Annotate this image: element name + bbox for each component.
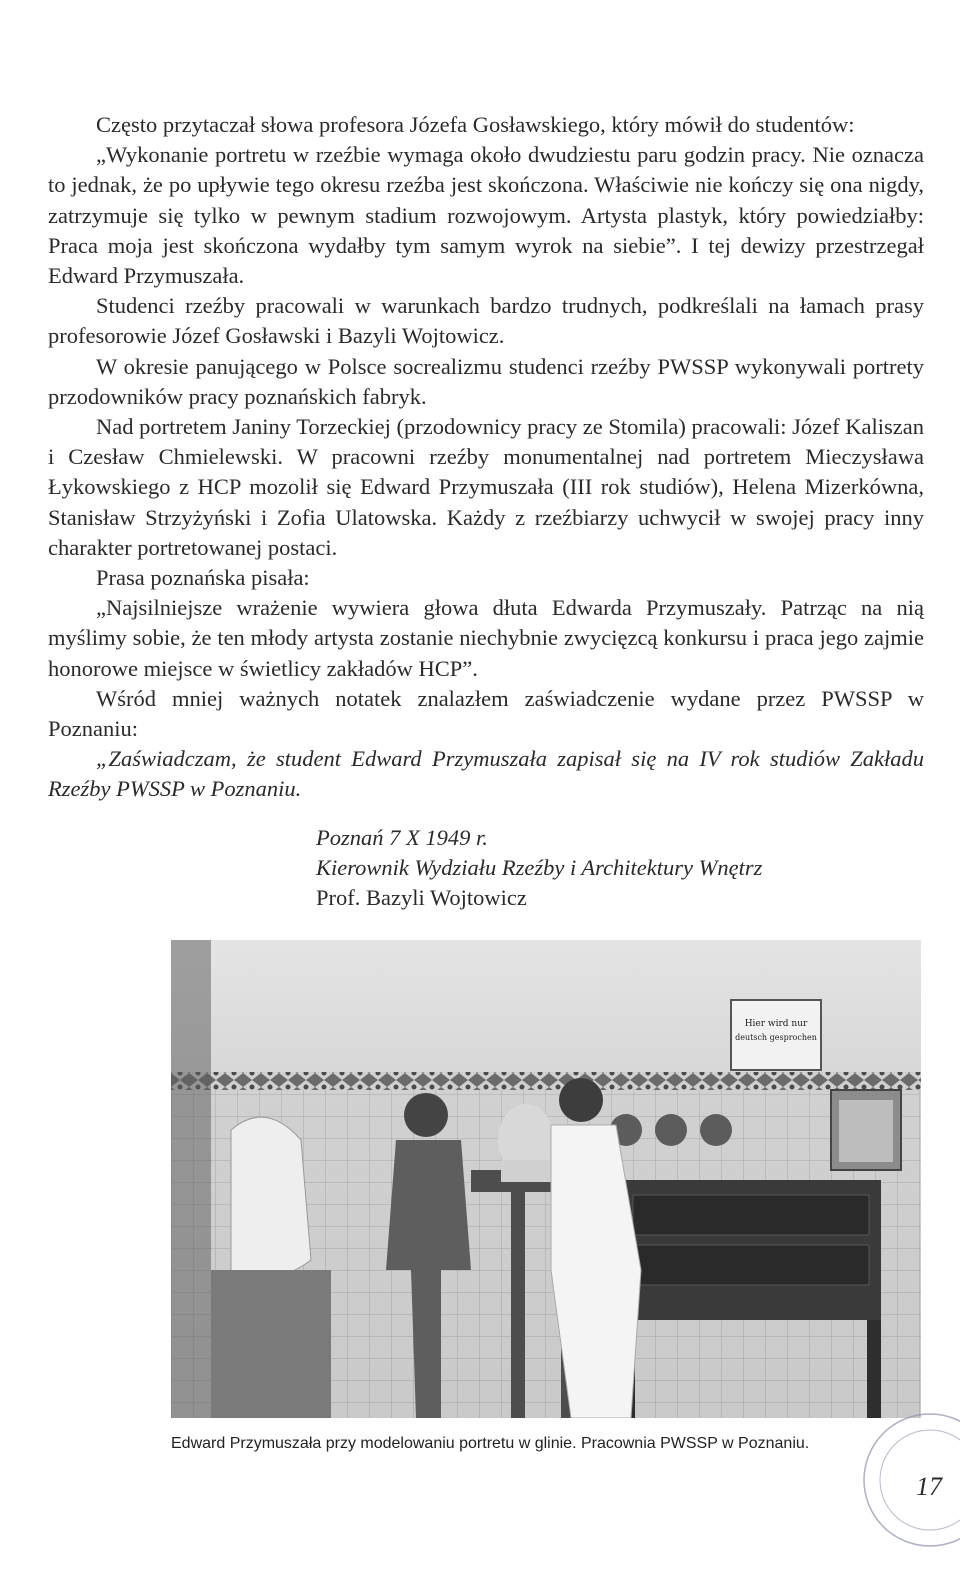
paragraph-6: Prasa poznańska pisała: xyxy=(96,565,310,591)
wall-sign-line2: deutsch gesprochen xyxy=(735,1033,817,1042)
paragraph-9-certificate: „Zaświadczam, że student Edward Przymuszała zapisał się na IV rok studiów Zakładu Rzeźby PWSSP w Poznaniu. xyxy=(48,746,924,802)
paragraph-5: Nad portretem Janiny Torzeckiej (przodownicy pracy ze Stomila) pracowali: Józef Kaliszan i Czesław Chmielewski. W pracowni rzeźby monumentalnej nad portretem Mieczysława Łykowskiego z HCP mozolił się Edward Przymuszała (III rok studiów), Helena Mizerkówna, Stanisław Strzyżyński i Zofia Ulatowska. Każdy z rzeźbiarzy uchwycił w swojej pracy inny charakter portretowanej postaci. xyxy=(48,414,924,560)
paragraph-2-quote: „Wykonanie portretu w rzeźbie wymaga około dwudziestu paru godzin pracy. Nie oznacza to jednak, że po upływie tego okresu rzeźba jest skończona. Właściwie nie kończy się ona nigdy, zatrzymuje się tylko w pewnym stadium rozwojowym. Artysta plastyk, który powiedziałby: Praca moja jest skończona wydałby tym samym wyrok na siebie”. I tej dewizy przestrzegał Edward Przymuszała. xyxy=(48,142,924,289)
library-stamp xyxy=(850,1408,960,1569)
workshop-photo xyxy=(171,940,921,1418)
paragraph-8: Wśród mniej ważnych notatek znalazłem zaświadczenie wydane przez PWSSP w Poznaniu: xyxy=(48,685,924,742)
signature-place-date: Poznań 7 X 1949 r. xyxy=(316,825,488,850)
signature-name: Prof. Bazyli Wojtowicz xyxy=(316,885,527,910)
paragraph-3: Studenci rzeźby pracowali w warunkach bardzo trudnych, podkreślali na łamach prasy profesorowie Józef Gosławski i Bazyli Wojtowicz. xyxy=(48,293,924,349)
paragraph-4: W okresie panującego w Polsce socrealizmu studenci rzeźby PWSSP wykonywali portrety przodowników pracy poznańskich fabryk. xyxy=(48,353,924,409)
paragraph-7-quote: „Najsilniejsze wrażenie wywiera głowa dłuta Edwarda Przymuszały. Patrząc na nią myślimy sobie, że ten młody artysta zostanie niechybnie zwycięzcą konkursu i praca jego zajmie honorowe miejsce w świetlicy zakładów HCP”. xyxy=(48,595,924,681)
wall-sign-line1: Hier wird nur xyxy=(744,1019,808,1029)
paragraph-1: Często przytaczał słowa profesora Józefa Gosławskiego, który mówił do studentów: xyxy=(96,112,855,137)
main-text xyxy=(48,110,924,805)
page-number: 17 xyxy=(916,1472,942,1501)
photo-caption: Edward Przymuszała przy modelowaniu portretu w glinie. Pracownia PWSSP w Poznaniu. xyxy=(171,1435,810,1452)
signature-office: Kierownik Wydziału Rzeźby i Architektury Wnętrz xyxy=(316,855,763,880)
photo-illustration xyxy=(171,940,921,1418)
